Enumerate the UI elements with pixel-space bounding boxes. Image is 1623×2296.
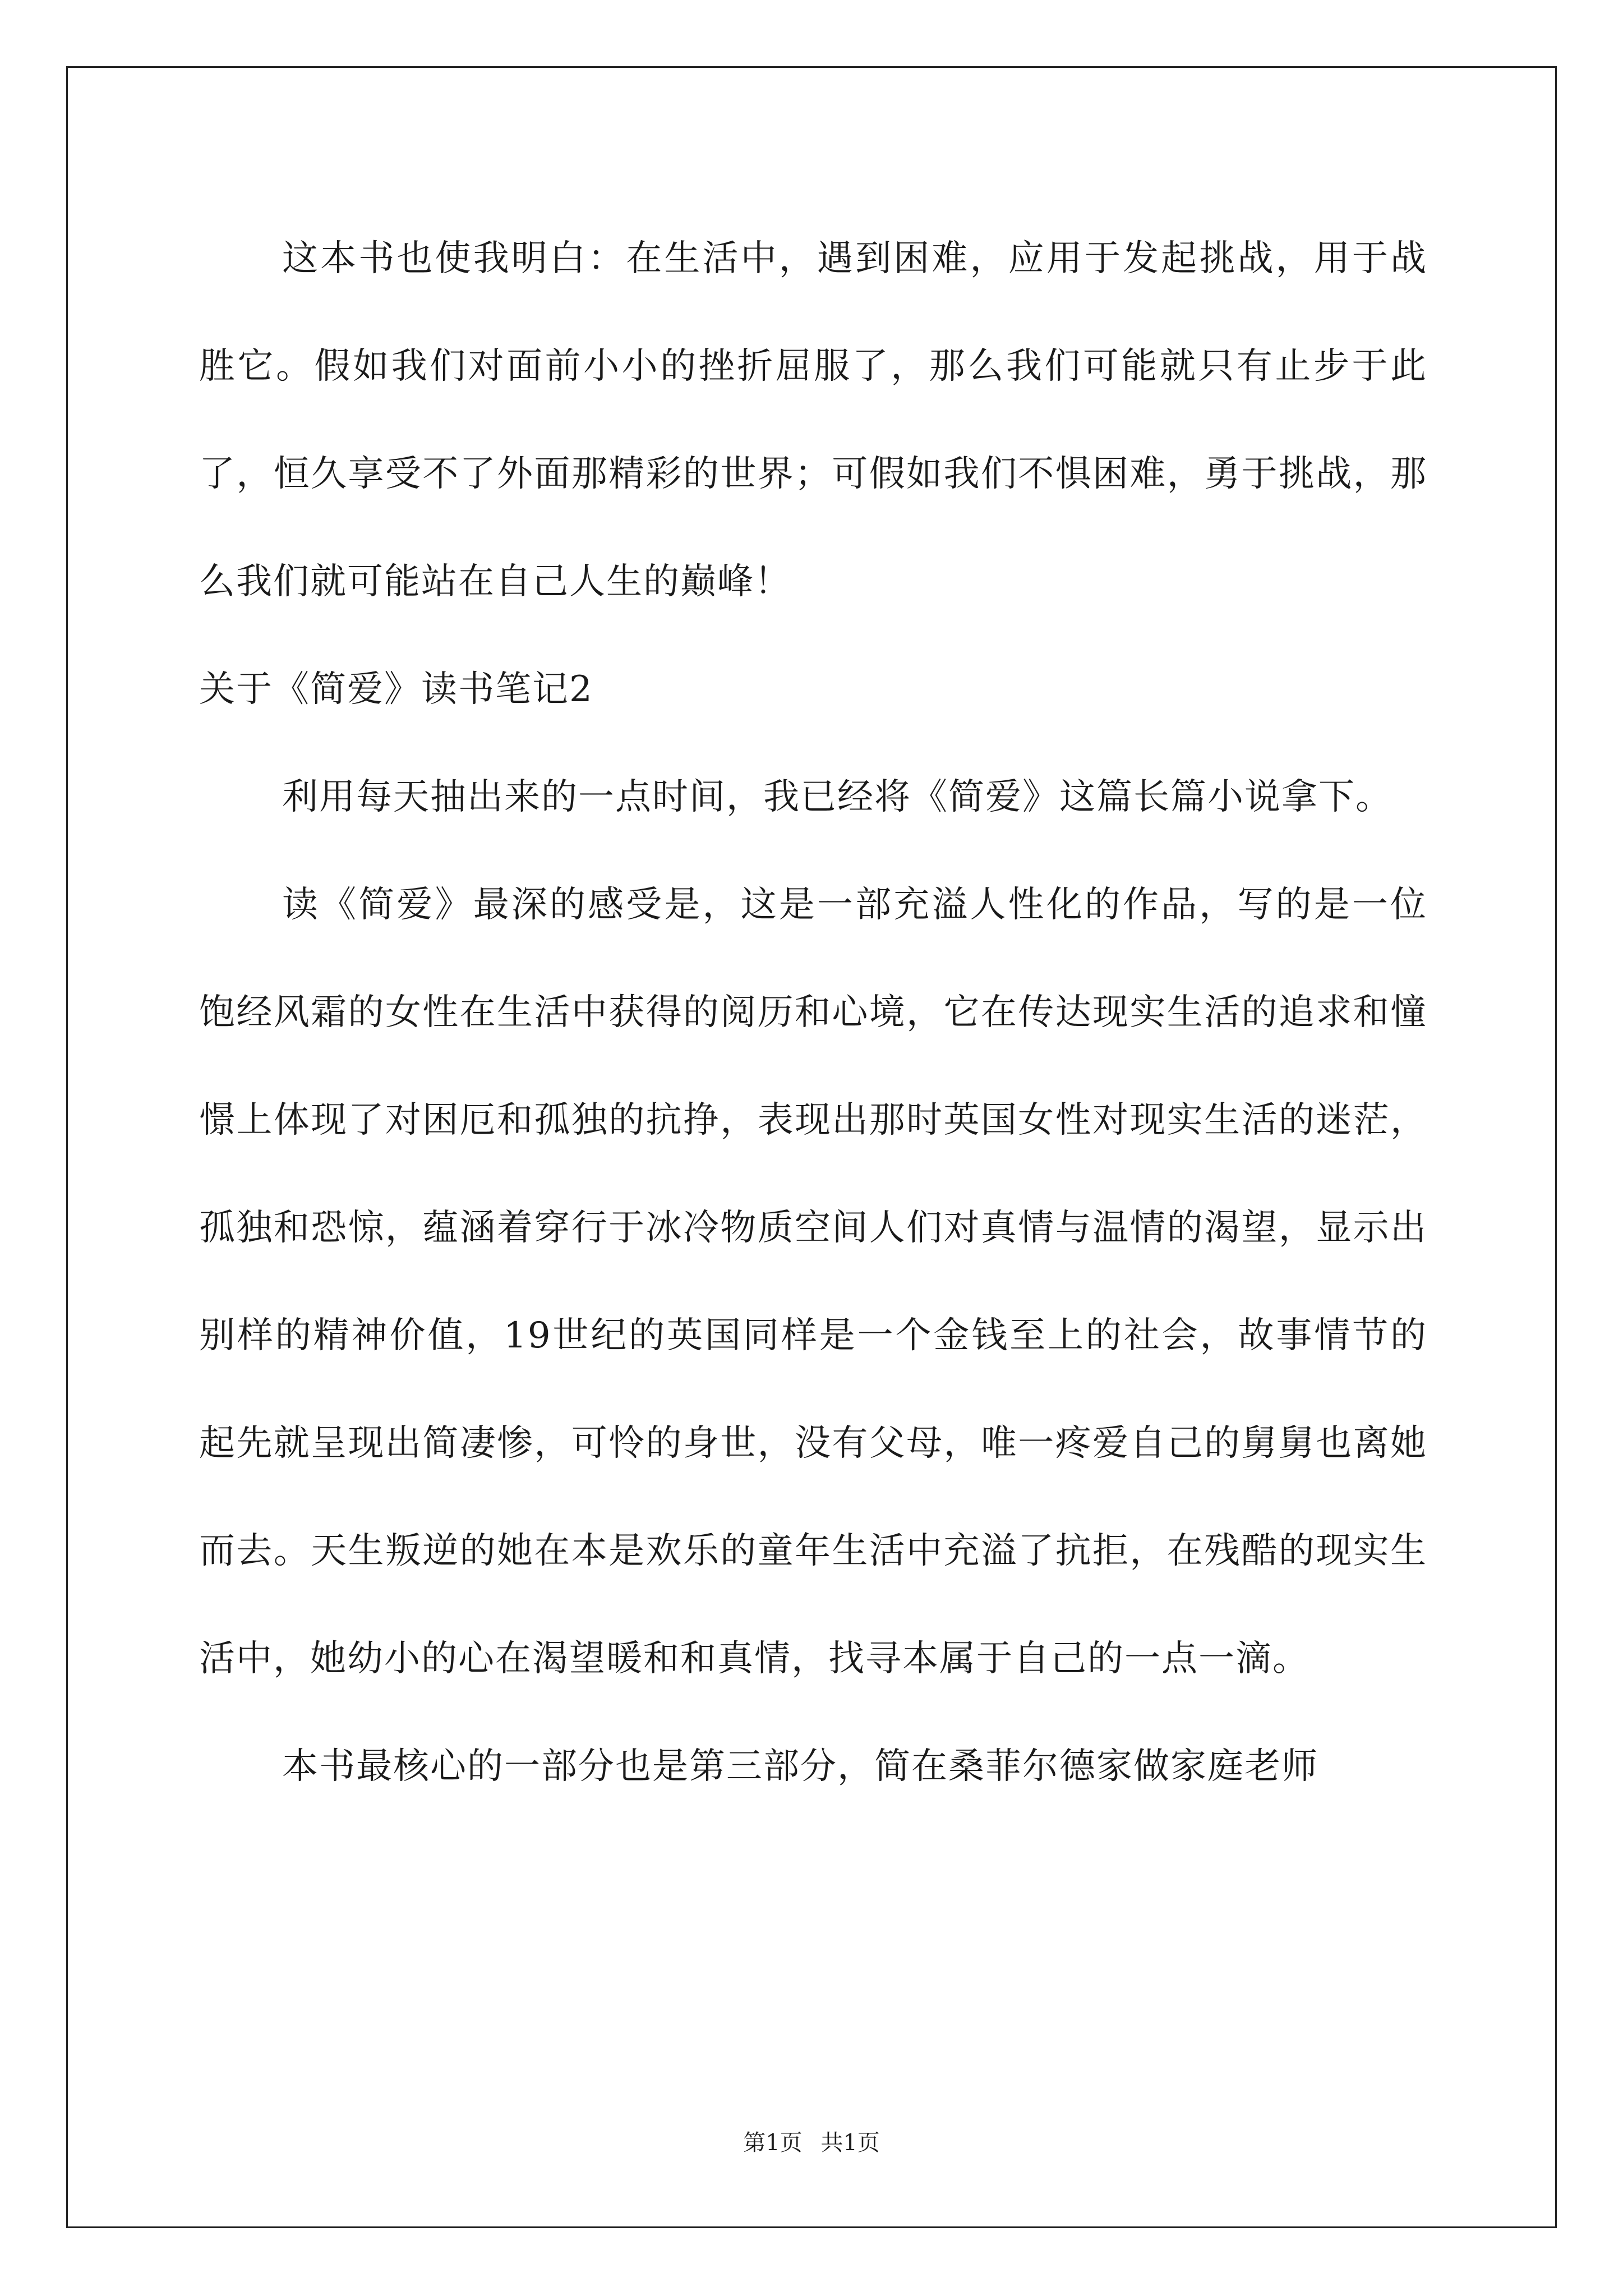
page-total: 共1页: [820, 2130, 880, 2156]
paragraph-2: 利用每天抽出来的一点时间，我已经将《简爱》这篇长篇小说拿下。: [282, 776, 1393, 818]
section-heading: 关于《简爱》读书笔记2: [199, 669, 593, 710]
page-number: 第1页: [743, 2130, 803, 2156]
paragraph-4: 本书最核心的一部分也是第三部分，简在桑菲尔德家做家庭老师: [282, 1746, 1318, 1787]
page-footer: [0, 2126, 1623, 2160]
document-body: [199, 205, 1427, 1820]
paragraph-3: 读《简爱》最深的感受是，这是一部充溢人性化的作品，写的是一位饱经风霜的女性在生活中获得的阅历和心境，它在传达现实生活的追求和憧憬上体现了对困厄和孤独的抗挣，表现出那时英国女性对现实生活的迷茫，孤独和恐惊，蕴涵着穿行于冰冷物质空间人们对真情与温情的渴望，显示出别样的精神价值，19世纪的英国同样是一个金钱至上的社会，故事情节的起先就呈现出简凄惨，可怜的身世，没有父母，唯一疼爱自己的舅舅也离她而去。天生叛逆的她在本是欢乐的童年生活中充溢了抗拒，在残酷的现实生活中，她幼小的心在渴望暖和和真情，找寻本属于自己的一点一滴。: [199, 884, 1427, 1680]
paragraph-1: 这本书也使我明白：在生活中，遇到困难，应用于发起挑战，用于战胜它。假如我们对面前小小的挫折屈服了，那么我们可能就只有止步于此了，恒久享受不了外面那精彩的世界；可假如我们不惧困难，勇于挑战，那么我们就可能站在自己人生的巅峰！: [199, 238, 1427, 602]
